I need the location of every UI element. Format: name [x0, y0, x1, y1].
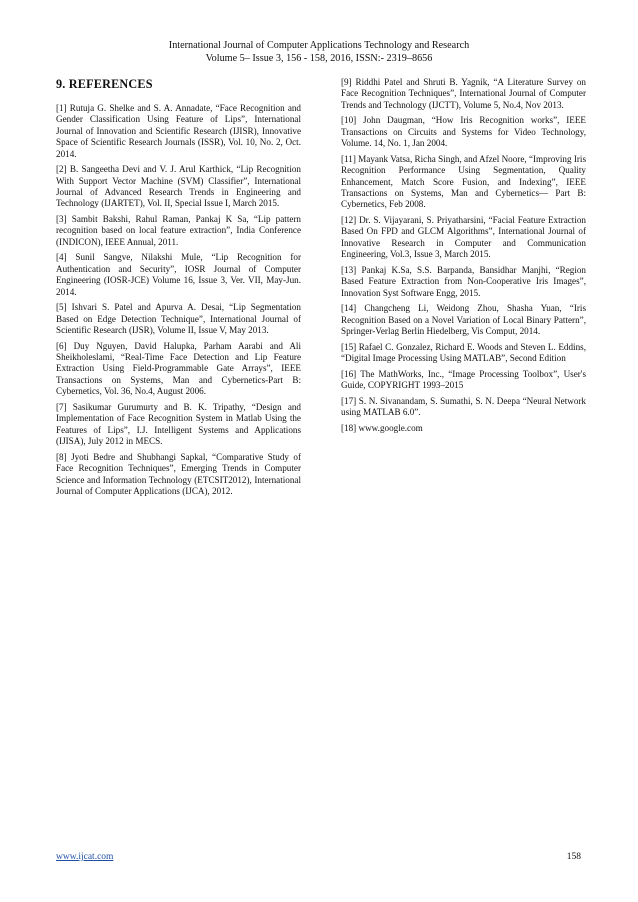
reference-item: [12] Dr. S. Vijayarani, S. Priyatharsini, “Facial Feature Extraction Based On FPD and GLCM Algorithms”, International Journal of Innovative Research in Computer and Communication Engineering, Vol.3, Issue 3, March 2015. [341, 215, 586, 260]
journal-header [0, 39, 638, 65]
reference-item: [14] Changcheng Li, Weidong Zhou, Shasha Yuan, “Iris Recognition Based on a Novel Variation of Local Binary Pattern”, Springer-Verlag Berlin Hiedelberg, Vis Comput, 2014. [341, 303, 586, 337]
page-number: 158 [566, 852, 581, 862]
reference-item: [5] Ishvari S. Patel and Apurva A. Desai, “Lip Segmentation Based on Edge Detection Technique”, International Journal of Scientific Research (IJSR), Volume II, Issue V, May 2013. [56, 302, 301, 336]
reference-item: [10] John Daugman, “How Iris Recognition works”, IEEE Transactions on Circuits and Systems for Video Technology, Volume. 14, No. 1, Jan 2004. [341, 115, 586, 149]
reference-item: [1] Rutuja G. Shelke and S. A. Annadate, “Face Recognition and Gender Classification Using Feature of Lips”, International Journal of Innovation and Scientific Research (IJISR), Innovative Space of Scientific Research Journals (ISSR), Vol. 10, No. 2, Oct. 2014. [56, 103, 301, 159]
reference-item: [7] Sasikumar Gurumurty and B. K. Tripathy, “Design and Implementation of Face Recognition System in Matlab Using the Features of Lips”, I.J. Intelligent Systems and Applications (IJISA), July 2012 in MECS. [56, 401, 301, 447]
reference-item: [6] Duy Nguyen, David Halupka, Parham Aarabi and Ali Sheikholeslami, “Real-Time Face Detection and Lip Feature Extraction Using Field-Programmable Gate Arrays”, IEEE Transactions on Systems, Man and Cybernetics-Part B: Cybernetics, Vol. 36, No.4, August 2006. [56, 340, 301, 397]
reference-item: [2] B. Sangeetha Devi and V. J. Arul Karthick, “Lip Recognition With Support Vector Machine (SVM) Classifier”, International Journal of Advanced Research Trends in Engineering and Technology (IJARTET), Vol. II, Special Issue I, March 2015. [56, 164, 301, 209]
reference-item: [4] Sunil Sangve, Nilakshi Mule, “Lip Recognition for Authentication and Security”, IOSR Journal of Computer Engineering (IOSR-JCE) Volume 16, Issue 3, Ver. VII, May-Jun. 2014. [56, 252, 301, 297]
reference-item: [8] Jyoti Bedre and Shubhangi Sapkal, “Comparative Study of Face Recognition Techniques”, Emerging Trends in Computer Science and Information Technology (ETCSIT2012), International Journal of Computer Applications (IJCA), 2012. [56, 451, 301, 496]
left-column [56, 77, 301, 502]
section-title: 9. REFERENCES [56, 77, 153, 91]
reference-item: [17] S. N. Sivanandam, S. Sumathi, S. N. Deepa “Neural Network using MATLAB 6.0”. [341, 395, 586, 418]
journal-website-link[interactable]: www.ijcat.com [56, 852, 114, 862]
reference-item: [3] Sambit Bakshi, Rahul Raman, Pankaj K Sa, “Lip pattern recognition based on local feature extraction”, India Conference (INDICON), IEEE Annual, 2011. [56, 214, 301, 247]
reference-item: [13] Pankaj K.Sa, S.S. Barpanda, Bansidhar Manjhi, “Region Based Feature Extraction from Non-Cooperative Iris Images”, Innovation Syst Software Engg, 2015. [341, 264, 586, 298]
right-column [341, 77, 586, 438]
reference-item: [16] The MathWorks, Inc., “Image Processing Toolbox”, User's Guide, COPYRIGHT 1993–2015 [341, 368, 586, 391]
journal-title: International Journal of Computer Applications Technology and Research [168, 40, 470, 51]
reference-item: [9] Riddhi Patel and Shruti B. Yagnik, “A Literature Survey on Face Recognition Techniques”, International Journal of Computer Trends and Technology (IJCTT), Volume 5, No.4, Nov 2013. [341, 77, 586, 110]
reference-item: [15] Rafael C. Gonzalez, Richard E. Woods and Steven L. Eddins, “Digital Image Processing Using MATLAB”, Second Edition [341, 341, 586, 364]
journal-volume-info: Volume 5– Issue 3, 156 - 158, 2016, ISSN:- 2319–8656 [205, 53, 433, 64]
reference-item: [11] Mayank Vatsa, Richa Singh, and Afzel Noore, “Improving Iris Recognition Performance Using Segmentation, Quality Enhancement, Match Score Fusion, and Indexing”, IEEE Transactions on Systems, Man and Cybernetics— Part B: Cybernetics, Feb 2008. [341, 153, 586, 210]
reference-item: [18] www.google.com [341, 422, 423, 433]
